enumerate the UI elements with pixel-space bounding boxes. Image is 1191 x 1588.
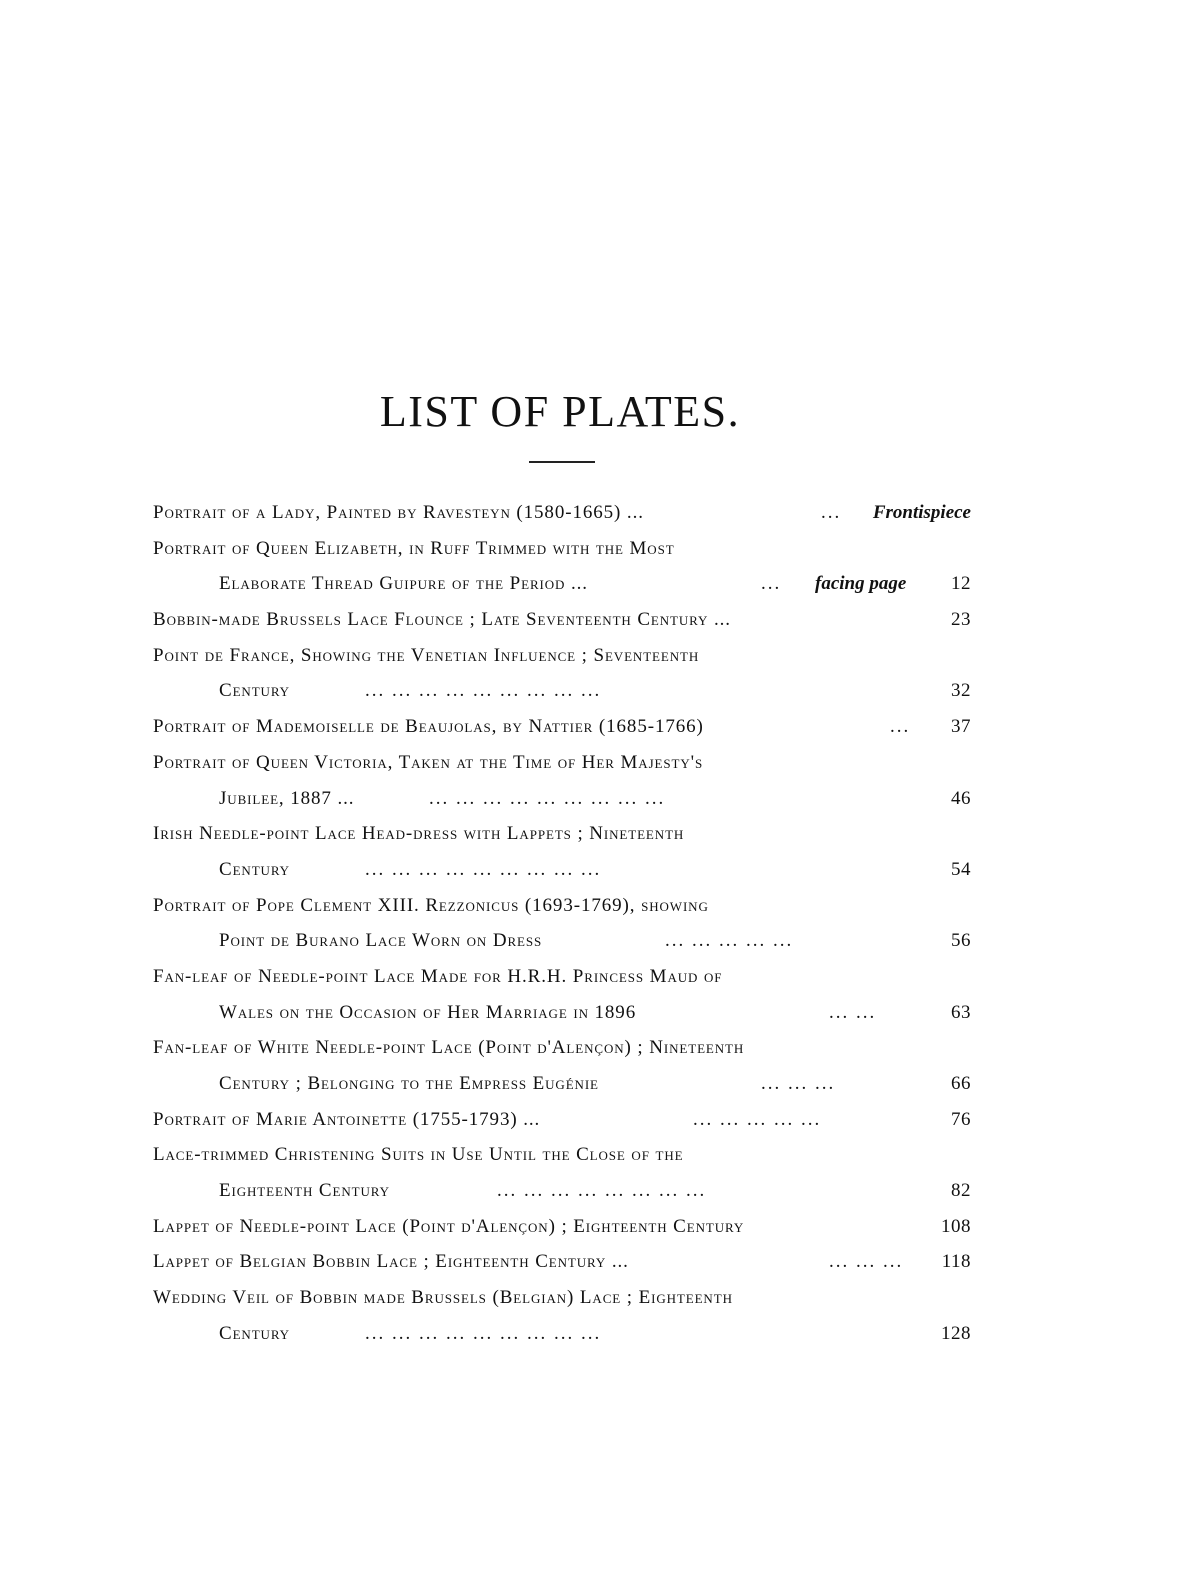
plate-entry <box>153 745 971 781</box>
plate-entry <box>153 1137 971 1173</box>
plate-page: Frontispiece <box>872 502 971 523</box>
plate-title: Portrait of Pope Clement XIII. Rezzonicus (1693-1769), showing <box>153 894 709 916</box>
facing-page-note: facing page <box>815 573 907 595</box>
plate-entry <box>153 602 971 638</box>
leader-dots: ... ... ... <box>829 1251 904 1273</box>
leader-dots: ... <box>821 502 842 523</box>
plate-entry-continuation <box>153 852 971 888</box>
plate-entry <box>153 1244 971 1280</box>
plate-entry <box>153 1280 971 1316</box>
leader-dots: ... ... ... ... ... ... ... ... ... <box>365 1322 602 1344</box>
plate-title-continued: Jubilee, 1887 ... <box>219 787 355 809</box>
plate-page: 37 <box>951 716 971 738</box>
leader-dots: ... ... ... ... ... <box>693 1108 822 1130</box>
plate-title-continued: Century <box>219 1322 290 1344</box>
plate-title: Portrait of Marie Antoinette (1755-1793) ... <box>153 1108 541 1130</box>
plate-entry-continuation <box>153 673 971 709</box>
plate-page: 128 <box>941 1322 971 1344</box>
plate-title: Point de France, Showing the Venetian Influence ; Seventeenth <box>153 644 700 666</box>
plate-title: Fan-leaf of White Needle-point Lace (Point d'Alençon) ; Nineteenth <box>153 1037 745 1059</box>
plate-entry-continuation <box>153 923 971 959</box>
plate-title: Bobbin-made Brussels Lace Flounce ; Late Seventeenth Century ... <box>153 609 731 631</box>
plate-page: 108 <box>941 1215 971 1237</box>
plate-title: Lappet of Belgian Bobbin Lace ; Eighteenth Century ... <box>153 1251 629 1273</box>
leader-dots: ... <box>890 716 911 738</box>
plate-title: Portrait of Mademoiselle de Beaujolas, by Nattier (1685-1766) <box>153 716 704 738</box>
plate-entry <box>153 1209 971 1245</box>
plate-title: Portrait of a Lady, Painted by Ravesteyn (1580-1665) ... <box>153 502 644 523</box>
plate-entry <box>153 1030 971 1066</box>
plate-title-continued: Century <box>219 680 290 702</box>
plate-page: 63 <box>951 1001 971 1023</box>
plate-entry-continuation <box>153 1066 971 1102</box>
page-title: LIST OF PLATES. <box>379 387 741 436</box>
leader-dots: ... ... ... ... ... ... ... ... ... <box>365 858 602 880</box>
plate-title-continued: Eighteenth Century <box>219 1180 390 1202</box>
plate-entry-continuation <box>153 566 971 602</box>
plate-entry-continuation <box>153 1173 971 1209</box>
plate-title: Lace-trimmed Christening Suits in Use Until the Close of the <box>153 1144 684 1166</box>
plate-page: 12 <box>951 573 971 595</box>
plate-title-continued: Point de Burano Lace Worn on Dress <box>219 930 543 952</box>
plate-title-continued: Century ; Belonging to the Empress Eugénie <box>219 1073 599 1094</box>
plate-page: 118 <box>941 1251 971 1273</box>
plate-title: Fan-leaf of Needle-point Lace Made for H.R.H. Princess Maud of <box>153 965 723 987</box>
plate-title: Lappet of Needle-point Lace (Point d'Alençon) ; Eighteenth Century <box>153 1215 745 1237</box>
plates-list <box>153 495 971 1352</box>
plate-entry <box>153 1102 971 1138</box>
plate-title: Portrait of Queen Elizabeth, in Ruff Trimmed with the Most <box>153 537 675 559</box>
plate-entry <box>153 888 971 924</box>
plate-page: 56 <box>951 930 971 952</box>
plate-entry-continuation <box>153 1316 971 1352</box>
leader-dots: ... ... ... ... ... ... ... ... <box>497 1180 707 1202</box>
plate-entry <box>153 638 971 674</box>
plate-title-continued: Elaborate Thread Guipure of the Period ... <box>219 573 588 595</box>
plate-entry <box>153 709 971 745</box>
title-rule <box>529 461 595 463</box>
leader-dots: ... ... ... ... ... ... ... ... ... <box>429 787 666 809</box>
plate-page: 46 <box>951 787 971 809</box>
leader-dots: ... ... ... ... ... ... ... ... ... <box>365 680 602 702</box>
plate-title-continued: Century <box>219 858 290 880</box>
plate-page: 82 <box>951 1180 971 1202</box>
plate-entry <box>153 816 971 852</box>
leader-dots: ... ... ... ... ... <box>665 930 794 952</box>
plate-entry <box>153 495 971 531</box>
plate-page: 66 <box>951 1073 971 1094</box>
plate-title: Irish Needle-point Lace Head-dress with Lappets ; Nineteenth <box>153 823 685 845</box>
plate-entry-continuation <box>153 995 971 1031</box>
plate-entry <box>153 531 971 567</box>
plate-page: 54 <box>951 858 971 880</box>
plate-title: Wedding Veil of Bobbin made Brussels (Belgian) Lace ; Eighteenth <box>153 1287 733 1309</box>
plate-entry <box>153 959 971 995</box>
leader-dots: ... <box>761 573 782 595</box>
leader-dots: ... ... <box>829 1001 877 1023</box>
plate-title-continued: Wales on the Occasion of Her Marriage in 1896 <box>219 1001 637 1023</box>
plate-entry-continuation <box>153 781 971 817</box>
plate-page: 32 <box>951 680 971 702</box>
plate-title: Portrait of Queen Victoria, Taken at the Time of Her Majesty's <box>153 751 704 773</box>
plate-page: 23 <box>951 609 971 631</box>
leader-dots: ... ... ... <box>761 1073 836 1094</box>
plate-page: 76 <box>951 1108 971 1130</box>
